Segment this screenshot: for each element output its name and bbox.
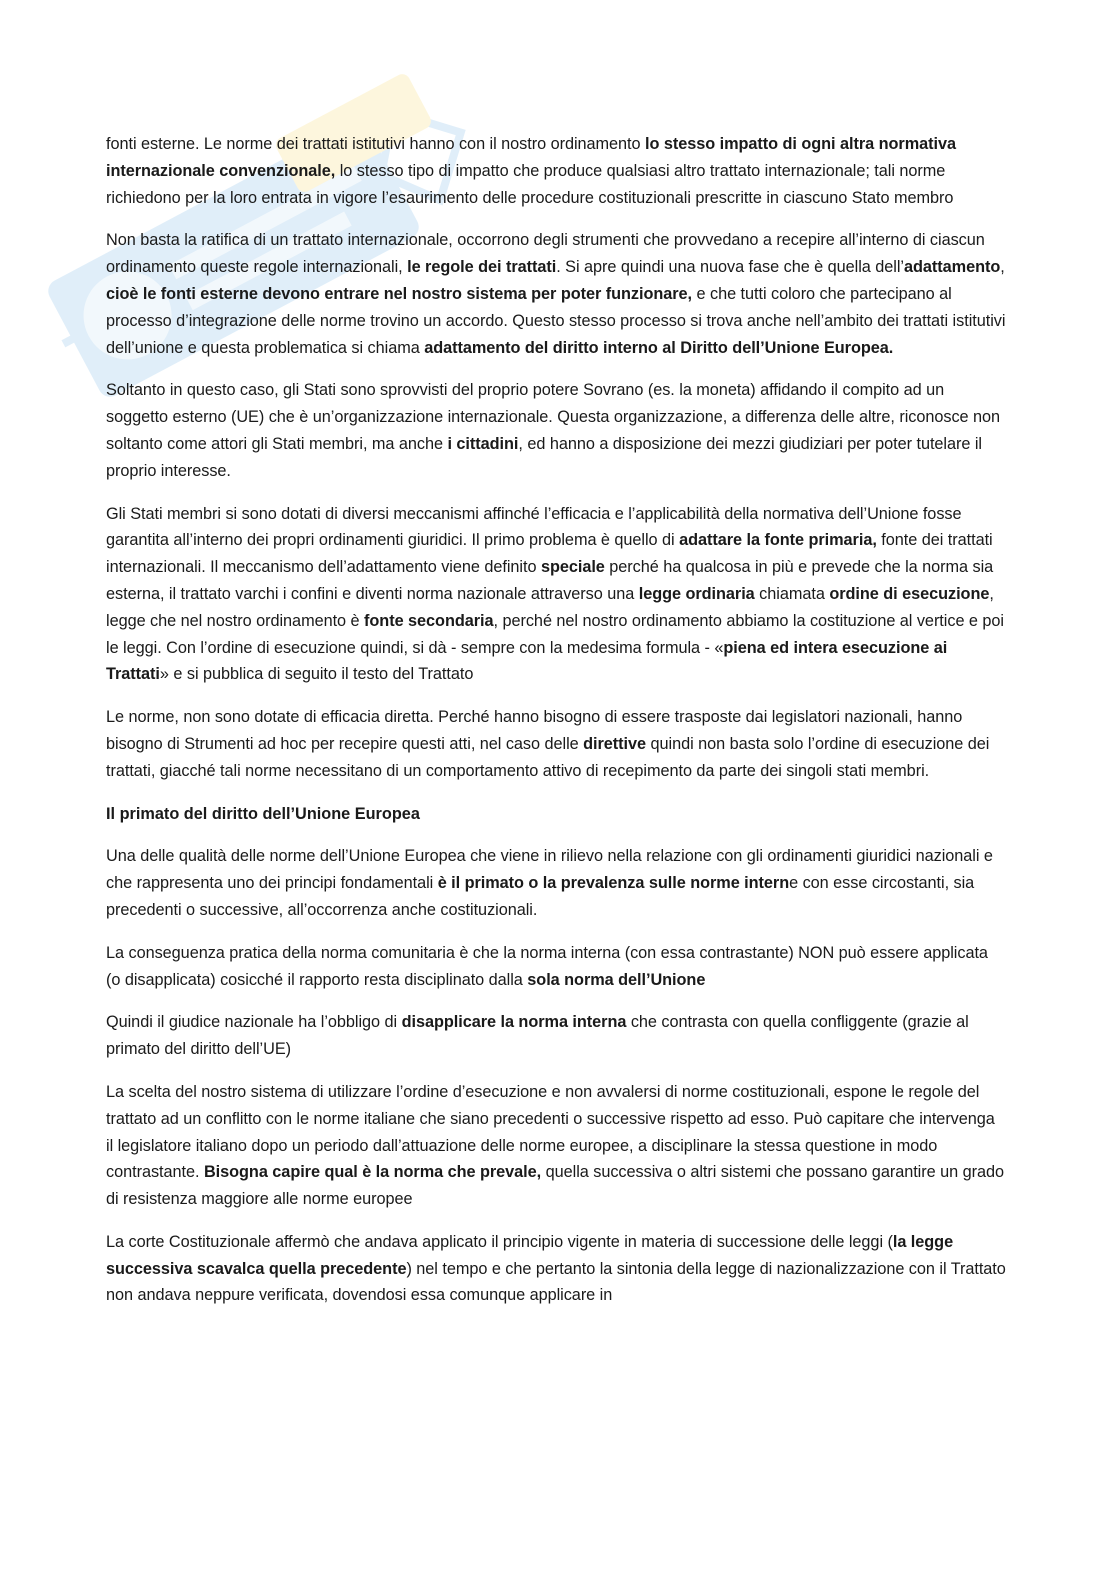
paragraph bbox=[106, 1079, 1006, 1213]
text-run: Soltanto in questo caso, gli Stati sono sprovvisti del proprio potere Sovrano (es. la moneta) affidando il compito ad un soggetto esterno (UE) che è un’organizzazione internazionale. Questa organizzazione, a differenza delle altre, riconosce non soltanto come attori gli Stati membri, ma anche bbox=[106, 381, 1001, 453]
text-run: fonti esterne. Le norme dei trattati istitutivi hanno con il nostro ordinamento bbox=[106, 135, 646, 153]
paragraph bbox=[106, 131, 1006, 211]
bold-text: la legge successiva scavalca quella precedente bbox=[106, 1232, 954, 1278]
paragraphs-section-2 bbox=[106, 843, 1006, 1309]
bold-text: lo stesso impatto di ogni altra normativa internazionale convenzionale, bbox=[106, 135, 956, 180]
paragraph bbox=[106, 1009, 1006, 1063]
text-run: , legge che nel nostro ordinamento è bbox=[106, 584, 994, 630]
text-run: , bbox=[1000, 258, 1005, 277]
bold-text: i cittadini bbox=[447, 434, 519, 453]
bold-text: piena ed intera esecuzione ai Trattati bbox=[106, 638, 948, 684]
bold-text: sola norma dell’Unione bbox=[527, 970, 706, 989]
bold-text: è il primato o la prevalenza sulle norme intern bbox=[437, 874, 790, 893]
text-run: , perché nel nostro ordinamento abbiamo la costituzione al vertice e poi le leggi. Con l’ordine di esecuzione quindi, si dà - sempre con la medesima formula - « bbox=[106, 611, 1004, 657]
text-run: fonte dei trattati internazionali. Il meccanismo dell’adattamento viene definito bbox=[106, 531, 993, 577]
text-run: . Si apre quindi una nuova fase che è quella dell’ bbox=[556, 258, 904, 277]
text-run: La scelta del nostro sistema di utilizzare l’ordine d’esecuzione e non avvalersi di norme costituzionali, espone le regole del trattato ad un conflitto con le norme italiane che siano precedenti o successive rispetto ad esso. Può capitare che intervenga il legislatore italiano dopo un periodo dall’attuazione delle norme europee, a disciplinare la stessa questione in modo contrastante. bbox=[106, 1082, 995, 1182]
paragraph bbox=[106, 227, 1006, 361]
text-run: La corte Costituzionale affermò che andava applicato il principio vigente in materia di successione delle leggi ( bbox=[106, 1232, 893, 1251]
document-page bbox=[106, 131, 1006, 1325]
paragraphs-section-1 bbox=[106, 131, 1006, 785]
bold-text: speciale bbox=[540, 558, 605, 577]
text-run: » e si pubblica di seguito il testo del Trattato bbox=[159, 665, 474, 684]
text-run: quella successiva o altri sistemi che possano garantire un grado di resistenza maggiore alle norme europee bbox=[106, 1163, 1004, 1209]
paragraph bbox=[106, 704, 1006, 784]
paragraph bbox=[106, 1229, 1006, 1309]
paragraph bbox=[106, 377, 1006, 484]
text-run: lo stesso tipo di impatto che produce qualsiasi altro trattato internazionale; tali norme richiedono per la loro entrata in vigore l’esaurimento delle procedure costituzionali prescritte in ciascuno Stato membro bbox=[106, 161, 954, 207]
text-run: La conseguenza pratica della norma comunitaria è che la norma interna (con essa contrastante) NON può essere applicata (o disapplicata) cosicché il rapporto resta disciplinato dalla bbox=[106, 943, 988, 989]
bold-text: adattare la fonte primaria, bbox=[679, 531, 877, 550]
text-run: Quindi il giudice nazionale ha l’obbligo di bbox=[106, 1013, 402, 1032]
text-run: Una delle qualità delle norme dell’Unione Europea che viene in rilievo nella relazione con gli ordinamenti giuridici nazionali e che rappresenta uno dei principi fondamentali bbox=[106, 847, 993, 893]
bold-text: legge ordinaria bbox=[638, 584, 755, 603]
bold-text: fonte secondaria bbox=[364, 611, 494, 630]
text-run: e con esse circostanti, sia precedenti o successive, all’occorrenza anche costituzionali. bbox=[106, 874, 975, 919]
text-run: ) nel tempo e che pertanto la sintonia della legge di nazionalizzazione con il Trattato non andava neppure verificata, dovendosi essa comunque applicare in bbox=[106, 1259, 1006, 1305]
paragraph bbox=[106, 940, 1006, 994]
text-run: Le norme, non sono dotate di efficacia diretta. Perché hanno bisogno di essere trasposte dai legislatori nazionali, hanno bisogno di Strumenti ad hoc per recepire questi atti, nel caso delle bbox=[106, 708, 963, 753]
text-run: quindi non basta solo l’ordine di esecuzione dei trattati, giacché tali norme necessitano di un comportamento attivo di recepimento da parte dei singoli stati membri. bbox=[106, 734, 990, 780]
bold-text: disapplicare la norma interna bbox=[401, 1013, 627, 1032]
paragraph bbox=[106, 501, 1006, 689]
bold-text: le regole dei trattati bbox=[407, 258, 557, 277]
text-run: , ed hanno a disposizione dei mezzi giudiziari per poter tutelare il proprio interesse. bbox=[106, 434, 982, 480]
text-run: che contrasta con quella confliggente (grazie al primato del diritto dell’UE) bbox=[106, 1013, 969, 1059]
bold-text: adattamento del diritto interno al Diritto dell’Unione Europea. bbox=[424, 338, 894, 357]
paragraph bbox=[106, 843, 1006, 923]
text-run: chiamata bbox=[754, 584, 830, 603]
bold-text: adattamento bbox=[904, 258, 1001, 277]
text-run: e che tutti coloro che partecipano al processo d’integrazione delle norme trovino un accordo. Questo stesso processo si trova anche nell’ambito dei trattati istitutivi dell’unione e questa problematica si chiama bbox=[106, 284, 1006, 357]
bold-text: direttive bbox=[583, 734, 647, 753]
bold-text: Bisogna capire qual è la norma che prevale, bbox=[203, 1163, 542, 1182]
section-heading: Il primato del diritto dell’Unione Europea bbox=[106, 804, 420, 823]
bold-text: cioè le fonti esterne devono entrare nel nostro sistema per poter funzionare, bbox=[106, 284, 693, 303]
text-run: Gli Stati membri si sono dotati di diversi meccanismi affinché l’efficacia e l’applicabilità della normativa dell’Unione fosse garantita all’interno dei propri ordinamenti giuridici. Il primo problema è quello di bbox=[106, 504, 962, 550]
bold-text: ordine di esecuzione bbox=[829, 584, 990, 603]
text-run: Non basta la ratifica di un trattato internazionale, occorrono degli strumenti che provvedano a recepire all’interno di ciascun ordinamento queste regole internazionali, bbox=[106, 231, 985, 277]
text-run: perché ha qualcosa in più e prevede che la norma sia esterna, il trattato varchi i confini e diventi norma nazionale attraverso una bbox=[106, 558, 994, 603]
